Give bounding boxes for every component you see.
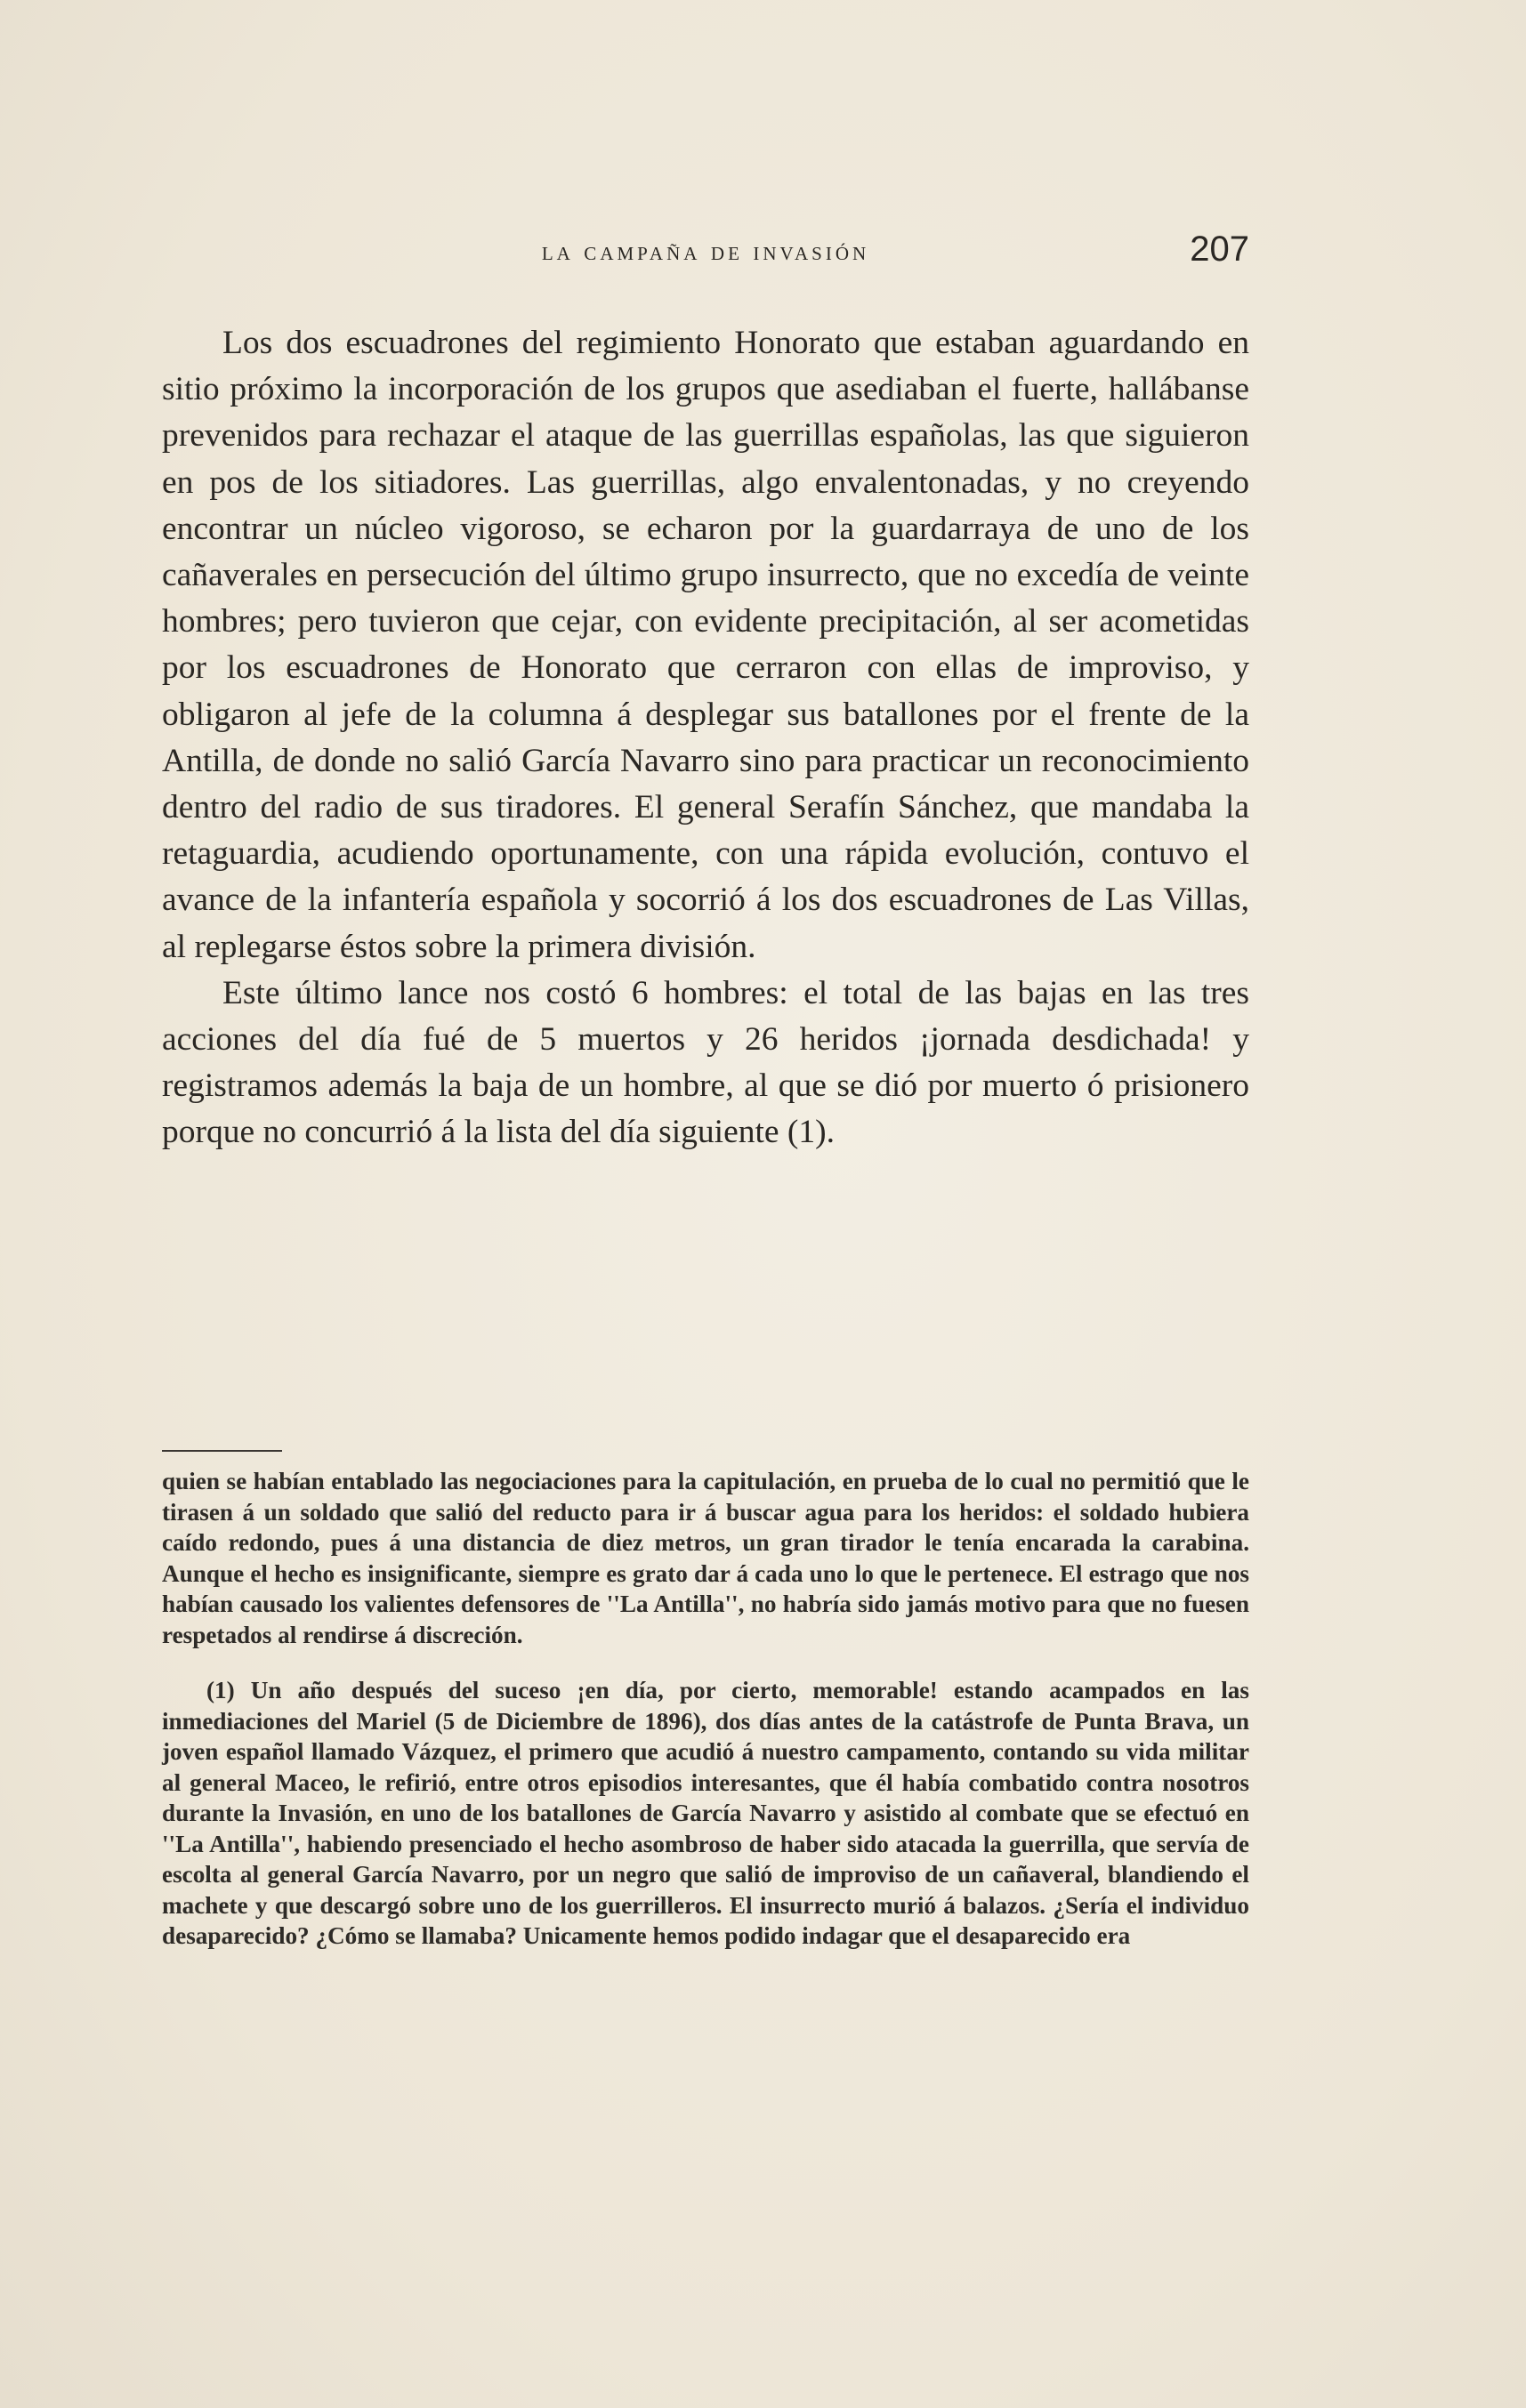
body-text xyxy=(162,320,1249,1156)
page-number: 207 xyxy=(1190,230,1249,269)
footnote-continuation: quien se habían entablado las negociaciones para la capitulación, en prueba de lo cual no permitió que le tirasen á un soldado que salió del reducto para ir á buscar agua para los heridos: el soldado hubiera caído redondo, pues á una distancia de diez metros, un gran tirador le tenía encarada la carabina. Aunque el hecho es insignificante, siempre es grato dar á cada uno lo que le pertenece. El estrago que nos habían causado los valientes defensores de ''La Antilla'', no habría sido jamás motivo para que no fuesen respetados al rendirse á discreción. xyxy=(162,1468,1249,1648)
paragraph: Los dos escuadrones del regimiento Honorato que estaban aguardando en sitio próximo la incorporación de los grupos que asediaban el fuerte, hallábanse prevenidos para rechazar el ataque de las guerrillas españolas, las que siguieron en pos de los sitiadores. Las guerrillas, algo envalentonadas, y no creyendo encontrar un núcleo vigoroso, se echaron por la guardarraya de uno de los cañaverales en persecución del último grupo insurrecto, que no excedía de veinte hombres; pero tuvieron que cejar, con evidente precipitación, al ser acometidas por los escuadrones de Honorato que cerraron con ellas de improviso, y obligaron al jefe de la columna á desplegar sus batallones por el frente de la Antilla, de donde no salió García Navarro sino para practicar un reconocimiento dentro del radio de sus tiradores. El general Serafín Sánchez, que mandaba la retaguardia, acudiendo oportunamente, con una rápida evolución, contuvo el avance de la infantería española y socorrió á los dos escuadrones de Las Villas, al replegarse éstos sobre la primera división. xyxy=(162,325,1249,965)
paragraph: Este último lance nos costó 6 hombres: el total de las bajas en las tres acciones del día fué de 5 muertos y 26 heridos ¡jornada desdichada! y registramos además la baja de un hombre, al que se dió por muerto ó prisionero porque no concurrió á la lista del día siguiente (1). xyxy=(162,974,1249,1151)
running-head xyxy=(162,230,1249,276)
footnote-rule xyxy=(162,1450,282,1452)
running-title: la campaña de invasión xyxy=(541,237,870,266)
footnotes xyxy=(162,1466,1249,1952)
footnote-1: (1) Un año después del suceso ¡en día, por cierto, memorable! estando acampados en las inmediaciones del Mariel (5 de Diciembre de 1896), dos días antes de la catástrofe de Punta Brava, un joven español llamado Vázquez, el primero que acudió á nuestro campamento, contando su vida militar al general Maceo, le refirió, entre otros episodios interesantes, que él había combatido contra nosotros durante la Invasión, en uno de los batallones de García Navarro y asistido al combate que se efectuó en ''La Antilla'', habiendo presenciado el hecho asombroso de haber sido atacada la guerrilla, que servía de escolta al general García Navarro, por un negro que salió de improviso de un cañaveral, blandiendo el machete y que descargó sobre uno de los guerrilleros. El insurrecto murió á balazos. ¿Sería el individuo desaparecido? ¿Cómo se llamaba? Unicamente hemos podido indagar que el desaparecido era xyxy=(162,1677,1249,1949)
